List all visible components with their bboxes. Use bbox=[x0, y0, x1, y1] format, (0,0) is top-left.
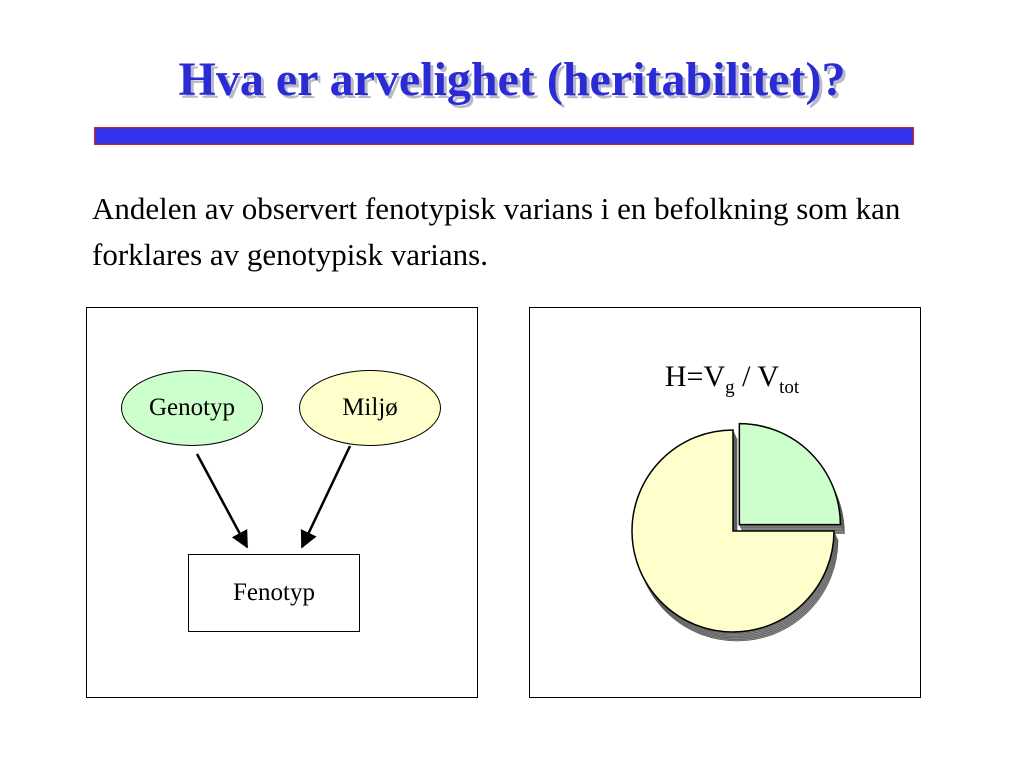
formula-sub-tot: tot bbox=[779, 377, 800, 398]
definition-text: Andelen av observert fenotypisk varians i en befolkning som kan forklares av genotypisk varians. bbox=[92, 191, 901, 272]
formula-sub-g: g bbox=[725, 377, 735, 398]
pie-slice-vg bbox=[739, 424, 840, 525]
phenotype-label: Fenotyp bbox=[233, 579, 315, 606]
formula-lhs: H=V bbox=[664, 360, 726, 393]
causal-diagram-panel bbox=[86, 307, 478, 698]
environment-to-phenotype-arrow bbox=[302, 446, 350, 547]
pie-chart-panel bbox=[529, 307, 921, 698]
pie-chart bbox=[530, 308, 922, 699]
slide-title: Hva er arvelighet (heritabilitet)? bbox=[178, 53, 846, 106]
environment-node bbox=[299, 370, 441, 446]
genotype-label: Genotyp bbox=[148, 394, 236, 421]
formula-mid: / V bbox=[734, 360, 780, 393]
genotype-node bbox=[121, 370, 263, 446]
environment-label: Miljø bbox=[342, 394, 398, 421]
diagram-arrows bbox=[87, 308, 479, 699]
title-underline bbox=[94, 127, 914, 145]
phenotype-node bbox=[188, 554, 360, 632]
genotype-to-phenotype-arrow bbox=[197, 454, 247, 547]
